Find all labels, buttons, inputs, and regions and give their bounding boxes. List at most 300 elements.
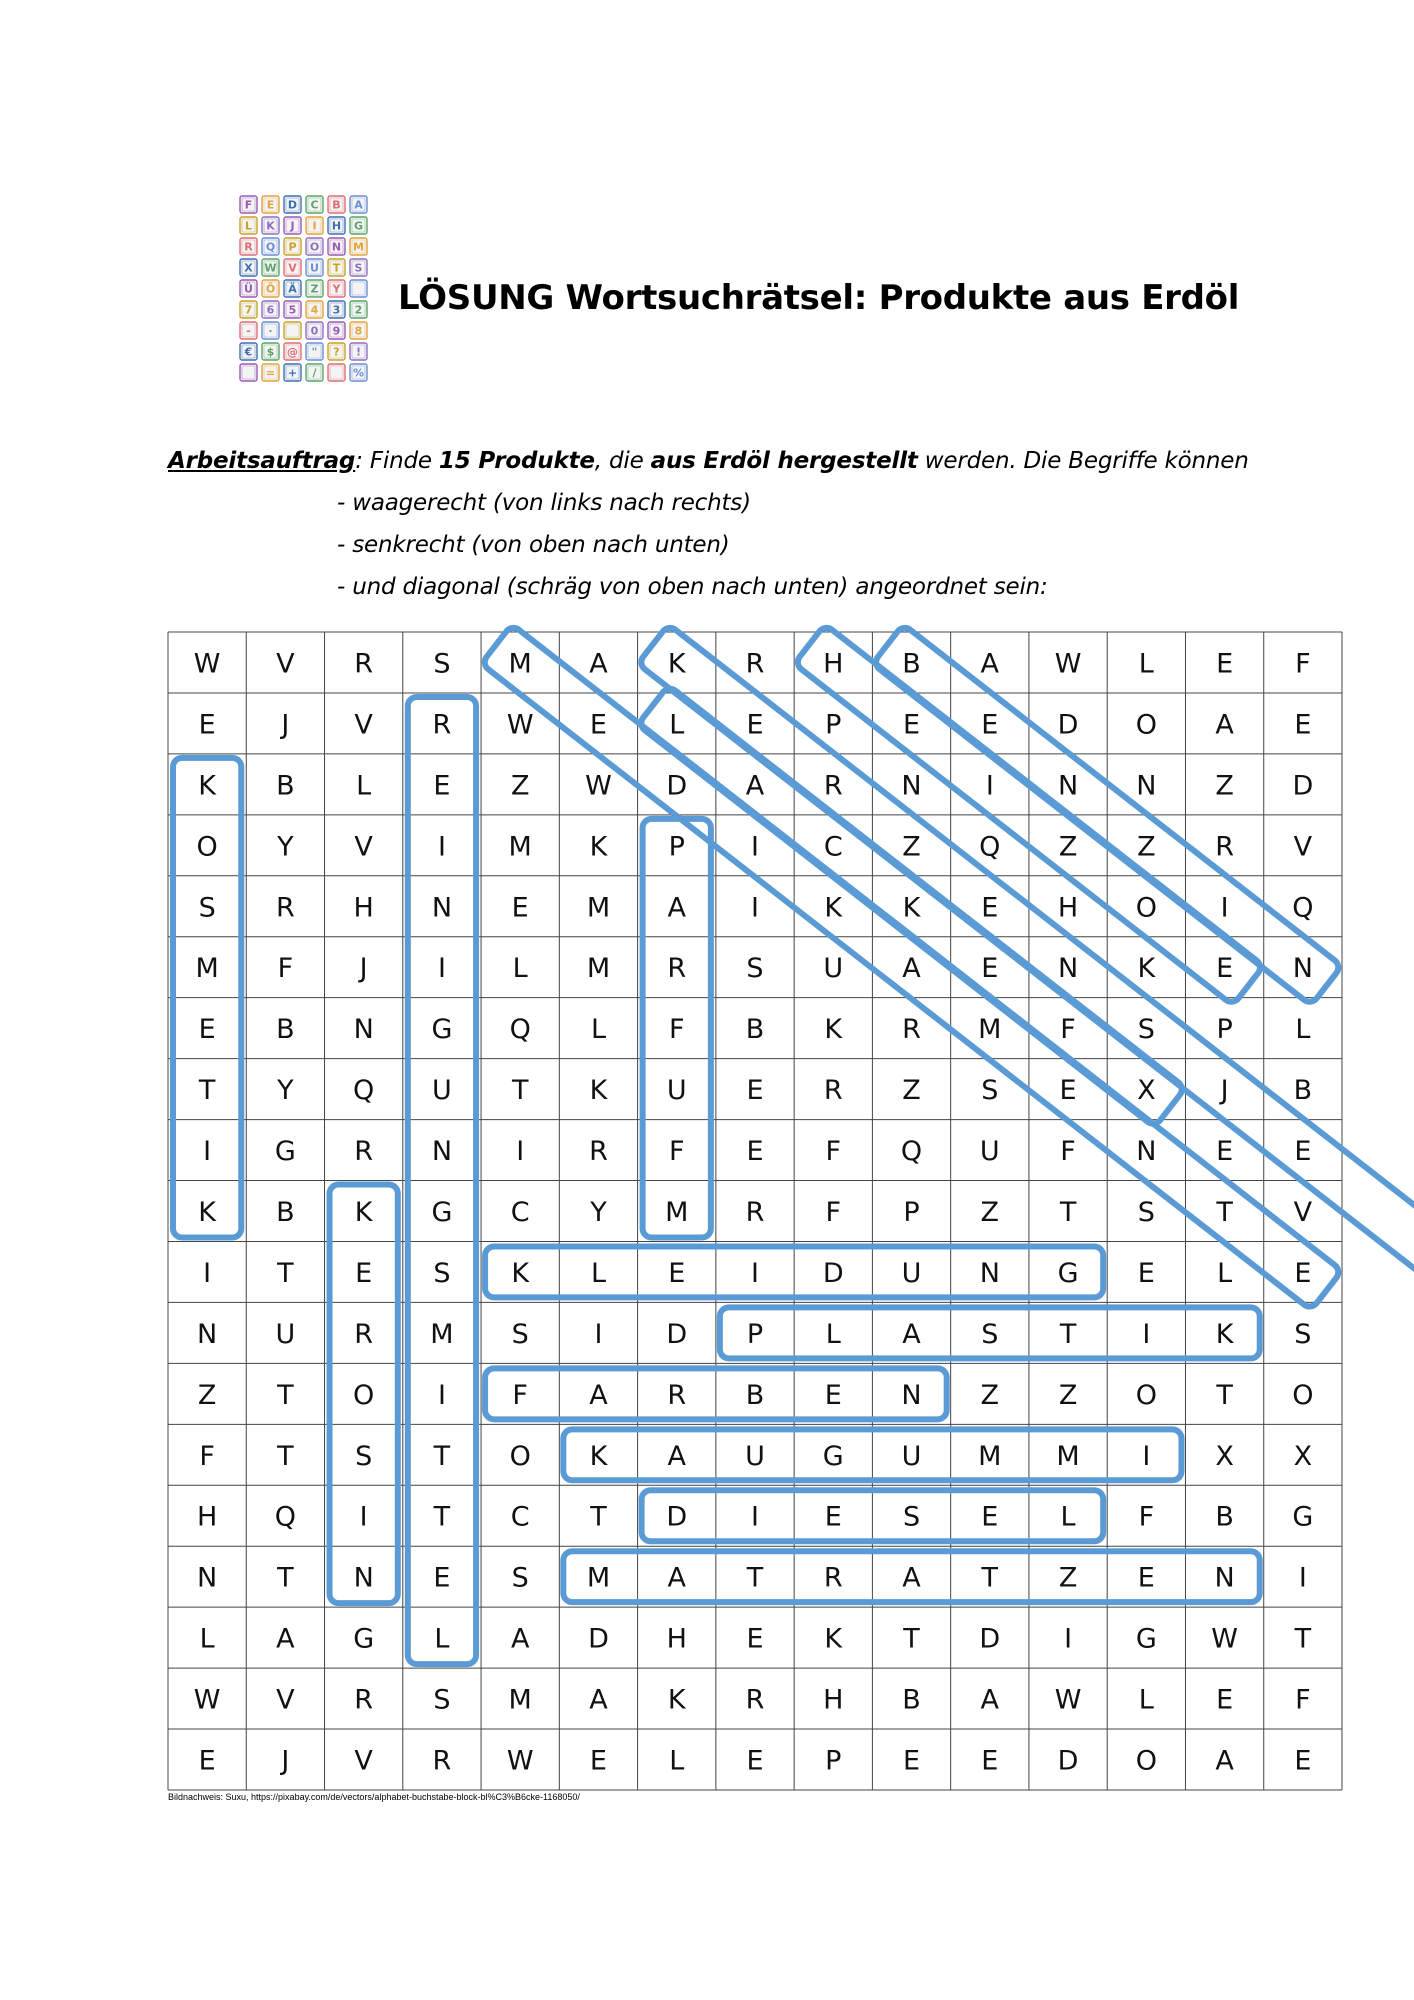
grid-cell-letter: L xyxy=(356,770,372,802)
grid-cell-letter: N xyxy=(431,892,453,924)
grid-cell-letter: Q xyxy=(979,831,1001,863)
logo-tile-letter: V xyxy=(288,261,297,275)
grid-cell-letter: A xyxy=(589,1684,608,1716)
grid-cell-letter: B xyxy=(276,1197,295,1228)
grid-cell-letter: I xyxy=(751,1501,759,1533)
grid-cell-letter: V xyxy=(276,648,295,680)
grid-cell-letter: T xyxy=(903,1623,920,1655)
grid-cell-letter: I xyxy=(594,1318,603,1350)
grid-cell-letter: B xyxy=(1215,1501,1234,1533)
logo-tile-letter: + xyxy=(287,366,298,380)
logo-tile-letter: F xyxy=(244,198,253,212)
grid-cell-letter: D xyxy=(822,1257,844,1289)
grid-cell-letter: I xyxy=(359,1501,368,1533)
grid-cell-letter: N xyxy=(901,1379,922,1411)
grid-cell-letter: N xyxy=(1136,770,1157,802)
grid-cell-letter: F xyxy=(1060,1136,1076,1168)
grid-cell-letter: L xyxy=(1217,1257,1233,1289)
grid-cell-letter: T xyxy=(198,1075,216,1107)
grid-cell-letter: R xyxy=(667,953,687,985)
logo-tile-letter: 8 xyxy=(354,324,363,338)
grid-cell-letter: O xyxy=(1135,892,1157,924)
logo-tile-letter: A xyxy=(354,198,363,212)
grid-cell-letter: E xyxy=(198,1745,216,1777)
logo-tile-letter: D xyxy=(287,198,298,212)
grid-cell-letter: A xyxy=(1215,1745,1234,1777)
page-title: LÖSUNG Wortsuchrätsel: Produkte aus Erdöl xyxy=(398,278,1240,318)
grid-cell-letter: T xyxy=(433,1501,451,1533)
grid-cell-letter: Q xyxy=(274,1501,297,1533)
grid-cell-letter: N xyxy=(353,1562,374,1594)
grid-cell-letter: S xyxy=(981,1075,999,1107)
grid-cell-letter: J xyxy=(1220,1075,1229,1107)
grid-cell-letter: I xyxy=(437,953,446,985)
grid-cell-letter: O xyxy=(1135,1379,1157,1411)
grid-cell-letter: V xyxy=(276,1684,295,1716)
grid-cell-letter: R xyxy=(823,770,843,802)
grid-cell-letter: N xyxy=(1292,953,1313,985)
grid-cell-letter: R xyxy=(823,1075,843,1107)
logo-tile-letter: % xyxy=(352,366,365,380)
grid-cell-letter: C xyxy=(823,831,843,863)
logo-tile-letter: " xyxy=(311,345,318,359)
grid-cell-letter: E xyxy=(433,1562,451,1594)
grid-cell-letter: K xyxy=(589,1440,608,1472)
grid-cell-letter: B xyxy=(745,1014,765,1046)
grid-cell-letter: F xyxy=(277,953,294,985)
grid-cell-letter: N xyxy=(979,1257,1000,1289)
grid-cell-letter: S xyxy=(433,1257,451,1289)
grid-cell-letter: A xyxy=(1215,709,1234,741)
grid-cell-letter: B xyxy=(1293,1075,1313,1107)
grid-cell-letter: F xyxy=(1295,1684,1311,1716)
grid-cell-letter: T xyxy=(981,1562,999,1594)
grid-cell-letter: L xyxy=(1295,1014,1311,1046)
grid-cell-letter: E xyxy=(668,1257,686,1289)
grid-cell-letter: E xyxy=(746,1075,764,1107)
grid-cell-letter: R xyxy=(667,1379,687,1411)
grid-cell-letter: G xyxy=(353,1623,375,1655)
logo-tile-letter: 9 xyxy=(332,324,341,338)
grid-cell-letter: X xyxy=(1137,1075,1156,1107)
grid-cell-letter: U xyxy=(823,953,844,985)
grid-cell-letter: R xyxy=(902,1014,921,1046)
logo-tile-letter: W xyxy=(264,261,277,275)
grid-cell-letter: V xyxy=(354,1745,373,1777)
grid-cell-letter: E xyxy=(511,892,529,924)
logo-tile-letter: Ü xyxy=(244,282,253,296)
grid-cell-letter: E xyxy=(1216,1136,1234,1168)
grid-cell-letter: K xyxy=(589,831,608,863)
grid-cell-letter: E xyxy=(1216,1684,1234,1716)
grid-cell-letter: T xyxy=(1059,1197,1077,1228)
grid-cell-letter: E xyxy=(903,1745,921,1777)
grid-cell-letter: N xyxy=(197,1562,218,1594)
grid-cell-letter: N xyxy=(1214,1562,1235,1594)
grid-cell-letter: K xyxy=(589,1075,608,1107)
grid-cell-letter: I xyxy=(516,1136,525,1168)
instruction-horizontal: - waagerecht (von links nach rechts) xyxy=(337,490,751,516)
grid-cell-letter: E xyxy=(1137,1257,1155,1289)
grid-cell-letter: Z xyxy=(510,770,530,802)
grid-cell-letter: I xyxy=(751,831,759,863)
grid-cell-letter: A xyxy=(589,648,608,680)
grid-cell-letter: R xyxy=(745,1684,765,1716)
grid-cell-letter: S xyxy=(902,1501,921,1533)
grid-cell-letter: G xyxy=(431,1014,453,1046)
grid-cell-letter: I xyxy=(1220,892,1229,924)
grid-cell-letter: V xyxy=(354,709,373,741)
grid-cell-letter: X xyxy=(1293,1440,1313,1472)
grid-cell-letter: U xyxy=(901,1440,922,1472)
grid-cell-letter: E xyxy=(589,1745,607,1777)
grid-cell-letter: A xyxy=(667,1562,686,1594)
grid-cell-letter: F xyxy=(1060,1014,1076,1046)
grid-cell-letter: E xyxy=(746,1623,764,1655)
grid-cell-letter: K xyxy=(824,1623,843,1655)
grid-cell-letter: T xyxy=(1294,1623,1312,1655)
grid-cell-letter: Q xyxy=(509,1014,531,1046)
grid-cell-letter: T xyxy=(590,1501,607,1533)
grid-cell-letter: S xyxy=(433,648,451,680)
grid-cell-letter: W xyxy=(1211,1623,1238,1655)
instruction-label: Arbeitsauftrag xyxy=(168,448,356,474)
grid-cell-letter: T xyxy=(433,1440,451,1472)
grid-cell-letter: M xyxy=(586,892,611,924)
logo-tile-letter: Y xyxy=(332,282,341,296)
grid-cell-letter: S xyxy=(433,1684,451,1716)
grid-cell-letter: L xyxy=(590,1257,606,1289)
grid-cell-letter: U xyxy=(745,1440,765,1472)
grid-cell-letter: F xyxy=(668,1136,685,1168)
grid-cell-letter: L xyxy=(199,1623,215,1655)
grid-cell-letter: W xyxy=(1054,648,1082,680)
grid-cell-letter: T xyxy=(511,1075,529,1107)
grid-cell-letter: E xyxy=(589,709,607,741)
logo-tile-letter: K xyxy=(266,219,275,233)
grid-cell-letter: D xyxy=(979,1623,1001,1655)
grid-cell-letter: E xyxy=(355,1257,373,1289)
logo-tile-letter: 6 xyxy=(266,303,275,317)
grid-cell-letter: N xyxy=(353,1014,374,1046)
logo-tile-letter: H xyxy=(331,219,342,233)
grid-cell-letter: A xyxy=(276,1623,295,1655)
logo-tile-letter: = xyxy=(265,366,276,380)
grid-cell-letter: D xyxy=(588,1623,609,1655)
grid-cell-letter: M xyxy=(430,1318,454,1350)
grid-cell-letter: O xyxy=(353,1379,375,1411)
grid-cell-letter: E xyxy=(1216,648,1234,680)
grid-cell-letter: Z xyxy=(980,1197,1000,1228)
logo-tile-letter: T xyxy=(332,261,341,275)
grid-cell-letter: A xyxy=(667,1440,686,1472)
grid-cell-letter: K xyxy=(198,770,216,802)
grid-cell-letter: U xyxy=(666,1075,687,1107)
grid-cell-letter: L xyxy=(825,1318,841,1350)
grid-cell-letter: A xyxy=(589,1379,608,1411)
grid-cell-letter: T xyxy=(1216,1379,1233,1411)
grid-cell-letter: E xyxy=(981,709,999,741)
grid-cell-letter: E xyxy=(198,1014,216,1046)
grid-cell-letter: S xyxy=(511,1318,529,1350)
grid-cell-letter: O xyxy=(1135,709,1157,741)
grid-cell-letter: M xyxy=(508,831,532,863)
grid-cell-letter: G xyxy=(1057,1257,1079,1289)
grid-cell-letter: U xyxy=(979,1136,1000,1168)
grid-cell-letter: E xyxy=(746,1136,764,1168)
grid-cell-letter: T xyxy=(746,1562,764,1594)
grid-cell-letter: S xyxy=(981,1318,999,1350)
grid-cell-letter: N xyxy=(197,1318,218,1350)
grid-cell-letter: E xyxy=(433,770,451,802)
logo-tile-letter: G xyxy=(353,219,364,233)
grid-cell-letter: D xyxy=(1057,1745,1079,1777)
instruction-task: Arbeitsauftrag: Finde 15 Produkte, die aus Erdöl hergestellt werden. Die Begriffe können xyxy=(168,448,1249,474)
grid-cell-letter: R xyxy=(276,892,295,924)
grid-cell-letter: R xyxy=(745,1197,765,1228)
grid-cell-letter: K xyxy=(902,892,921,924)
grid-cell-letter: I xyxy=(1298,1562,1307,1594)
grid-cell-letter: S xyxy=(511,1562,529,1594)
logo-tile-letter: Ä xyxy=(288,282,297,296)
grid-cell-letter: I xyxy=(1142,1440,1151,1472)
grid-cell-letter: I xyxy=(203,1136,212,1168)
grid-cell-letter: S xyxy=(1294,1318,1312,1350)
grid-cell-letter: Z xyxy=(980,1379,1000,1411)
grid-cell-letter: I xyxy=(203,1257,212,1289)
logo-tile-letter: 4 xyxy=(310,303,319,317)
grid-cell-letter: Z xyxy=(902,831,921,863)
grid-cell-letter: R xyxy=(354,1684,374,1716)
logo-tile-letter: L xyxy=(244,219,253,233)
grid-cell-letter: H xyxy=(666,1623,687,1655)
grid-cell-letter: W xyxy=(585,770,612,802)
grid-cell-letter: J xyxy=(359,953,368,985)
grid-cell-letter: E xyxy=(1294,1745,1312,1777)
logo-tile-letter: · xyxy=(268,324,273,338)
grid-cell-letter: C xyxy=(510,1501,530,1533)
grid-cell-letter: Y xyxy=(277,1075,294,1107)
logo-tile-letter: 2 xyxy=(354,303,363,317)
grid-cell-letter: D xyxy=(666,770,688,802)
grid-cell-letter: Z xyxy=(1058,1562,1078,1594)
grid-cell-letter: B xyxy=(902,1684,921,1716)
logo-tile-letter: U xyxy=(310,261,319,275)
grid-cell-letter: F xyxy=(1138,1501,1155,1533)
logo-tile-letter: S xyxy=(354,261,363,275)
logo-tile-letter: N xyxy=(331,240,342,254)
grid-cell-letter: E xyxy=(824,1379,842,1411)
grid-cell-letter: I xyxy=(437,831,446,863)
grid-cell-letter: D xyxy=(1057,709,1079,741)
grid-cell-letter: A xyxy=(902,953,921,985)
grid-cell-letter: H xyxy=(196,1501,218,1533)
grid-cell-letter: I xyxy=(437,1379,446,1411)
grid-cell-letter: U xyxy=(901,1257,922,1289)
grid-cell-letter: R xyxy=(823,1562,843,1594)
grid-cell-letter: P xyxy=(668,831,685,863)
grid-cell-letter: R xyxy=(745,648,765,680)
grid-cell-letter: O xyxy=(1135,1745,1157,1777)
grid-cell-letter: U xyxy=(275,1318,296,1350)
grid-cell-letter: T xyxy=(277,1379,294,1411)
grid-cell-letter: D xyxy=(666,1318,688,1350)
logo-tile-letter: € xyxy=(244,345,253,359)
grid-cell-letter: E xyxy=(198,709,216,741)
grid-cell-letter: B xyxy=(276,1014,295,1046)
grid-cell-letter: M xyxy=(586,953,611,985)
grid-cell-letter: E xyxy=(981,1745,999,1777)
grid-cell-letter: W xyxy=(193,648,221,680)
logo-tile-letter: M xyxy=(353,240,364,254)
grid-cell-letter: O xyxy=(1292,1379,1314,1411)
logo-tile-letter: P xyxy=(288,240,297,254)
grid-cell-letter: W xyxy=(506,1745,534,1777)
grid-cell-letter: N xyxy=(1057,953,1079,985)
grid-cell-letter: E xyxy=(1059,1075,1077,1107)
grid-cell-letter: R xyxy=(354,1318,374,1350)
grid-cell-letter: Z xyxy=(1058,831,1078,863)
logo-tile-letter: E xyxy=(266,198,275,212)
grid-cell-letter: H xyxy=(353,892,374,924)
grid-cell-letter: B xyxy=(902,648,921,680)
logo-tile-letter: B xyxy=(332,198,341,212)
grid-cell-letter: W xyxy=(506,709,534,741)
logo-tile-letter: / xyxy=(312,366,317,380)
grid-cell-letter: L xyxy=(1138,1684,1154,1716)
grid-cell-letter: K xyxy=(198,1197,216,1228)
grid-cell-letter: N xyxy=(431,1136,453,1168)
grid-cell-letter: T xyxy=(1216,1197,1233,1228)
grid-cell-letter: P xyxy=(746,1318,764,1350)
grid-cell-letter: R xyxy=(432,1745,452,1777)
grid-cell-letter: J xyxy=(281,1745,290,1777)
grid-cell-letter: V xyxy=(1293,831,1313,863)
grid-cell-letter: M xyxy=(195,953,219,985)
logo-tile-letter: C xyxy=(310,198,319,212)
grid-cell-letter: G xyxy=(822,1440,844,1472)
grid-cell-letter: K xyxy=(667,1684,686,1716)
grid-cell-letter: V xyxy=(354,831,373,863)
grid-cell-letter: M xyxy=(1056,1440,1080,1472)
logo-tile-letter: 0 xyxy=(310,324,319,338)
grid-cell-letter: F xyxy=(825,1197,842,1228)
logo-tile-letter: O xyxy=(309,240,320,254)
grid-cell-letter: I xyxy=(985,770,994,802)
grid-cell-letter: H xyxy=(823,1684,844,1716)
grid-cell-letter: W xyxy=(1054,1684,1082,1716)
grid-cell-letter: L xyxy=(590,1014,606,1046)
grid-cell-letter: E xyxy=(1216,953,1234,985)
grid-cell-letter: Z xyxy=(197,1379,217,1411)
grid-cell-letter: M xyxy=(978,1014,1002,1046)
grid-cell-letter: N xyxy=(1136,1136,1157,1168)
grid-cell-letter: M xyxy=(978,1440,1002,1472)
grid-cell-letter: D xyxy=(1292,770,1314,802)
grid-cell-letter: R xyxy=(354,1136,374,1168)
grid-cell-letter: E xyxy=(746,709,764,741)
grid-cell-letter: P xyxy=(825,709,842,741)
grid-cell-letter: Q xyxy=(1292,892,1314,924)
grid-cell-letter: E xyxy=(746,1745,764,1777)
logo-tile-letter: I xyxy=(312,219,317,233)
grid-cell-letter: Z xyxy=(1215,770,1234,802)
grid-cell-letter: K xyxy=(824,1014,843,1046)
grid-cell-letter: F xyxy=(668,1014,685,1046)
logo-tile-letter: @ xyxy=(287,345,298,359)
grid-cell-letter: A xyxy=(902,1318,921,1350)
grid-cell-letter: Z xyxy=(1137,831,1156,863)
grid-cell-letter: S xyxy=(198,892,216,924)
grid-cell-letter: K xyxy=(667,648,686,680)
grid-cell-letter: T xyxy=(277,1440,294,1472)
grid-cell-letter: W xyxy=(193,1684,221,1716)
grid-cell-letter: C xyxy=(510,1197,530,1228)
grid-cell-letter: X xyxy=(1215,1440,1234,1472)
grid-cell-letter: K xyxy=(354,1197,373,1228)
logo-tile-letter: Q xyxy=(265,240,276,254)
grid-cell-letter: R xyxy=(1215,831,1234,863)
grid-cell-letter: S xyxy=(1137,1014,1155,1046)
grid-cell-letter: L xyxy=(512,953,528,985)
grid-cell-letter: M xyxy=(508,648,532,680)
logo-tile-letter: ? xyxy=(333,345,340,359)
grid-cell-letter: R xyxy=(589,1136,608,1168)
grid-cell-letter: E xyxy=(824,1501,842,1533)
grid-cell-letter: E xyxy=(903,709,921,741)
grid-cell-letter: H xyxy=(1057,892,1079,924)
grid-cell-letter: P xyxy=(903,1197,920,1228)
grid-cell-letter: M xyxy=(665,1197,689,1228)
logo-tile-letter: Z xyxy=(310,282,319,296)
grid-cell-letter: P xyxy=(1216,1014,1233,1046)
grid-cell-letter: I xyxy=(751,1257,759,1289)
grid-cell-letter: I xyxy=(1142,1318,1151,1350)
image-credit: Bildnachweis: Suxu, https://pixabay.com/de/vectors/alphabet-buchstabe-block-bl%C3%B6cke-1168050/ xyxy=(168,1792,580,1802)
logo-tile-letter: R xyxy=(244,240,253,254)
logo-tile-letter: X xyxy=(244,261,253,275)
grid-cell-letter: T xyxy=(277,1562,294,1594)
grid-cell-letter: A xyxy=(667,892,686,924)
grid-cell-letter: O xyxy=(509,1440,531,1472)
grid-cell-letter: N xyxy=(1057,770,1079,802)
grid-cell-letter: Z xyxy=(1058,1379,1078,1411)
logo-tile-letter: $ xyxy=(266,345,275,359)
grid-cell-letter: E xyxy=(981,953,999,985)
grid-cell-letter: S xyxy=(355,1440,373,1472)
grid-cell-letter: F xyxy=(825,1136,842,1168)
instruction-diagonal: - und diagonal (schräg von oben nach unten) angeordnet sein: xyxy=(337,574,1048,600)
grid-cell-letter: O xyxy=(196,831,218,863)
grid-cell-letter: P xyxy=(825,1745,842,1777)
grid-cell-letter: G xyxy=(1292,1501,1314,1533)
grid-cell-letter: T xyxy=(1059,1318,1077,1350)
grid-cell-letter: G xyxy=(274,1136,296,1168)
grid-cell-letter: R xyxy=(354,648,374,680)
logo-tile-letter: - xyxy=(246,324,251,338)
grid-cell-letter: I xyxy=(1064,1623,1073,1655)
grid-cell-letter: K xyxy=(1215,1318,1234,1350)
grid-cell-letter: E xyxy=(1294,1257,1312,1289)
grid-cell-letter: Z xyxy=(902,1075,921,1107)
grid-cell-letter: A xyxy=(510,1623,530,1655)
grid-cell-letter: F xyxy=(512,1379,528,1411)
grid-cell-letter: D xyxy=(666,1501,688,1533)
grid-cell-letter: R xyxy=(432,709,452,741)
grid-cell-letter: K xyxy=(1137,953,1156,985)
grid-cell-letter: S xyxy=(1137,1197,1155,1228)
grid-cell-letter: A xyxy=(902,1562,921,1594)
